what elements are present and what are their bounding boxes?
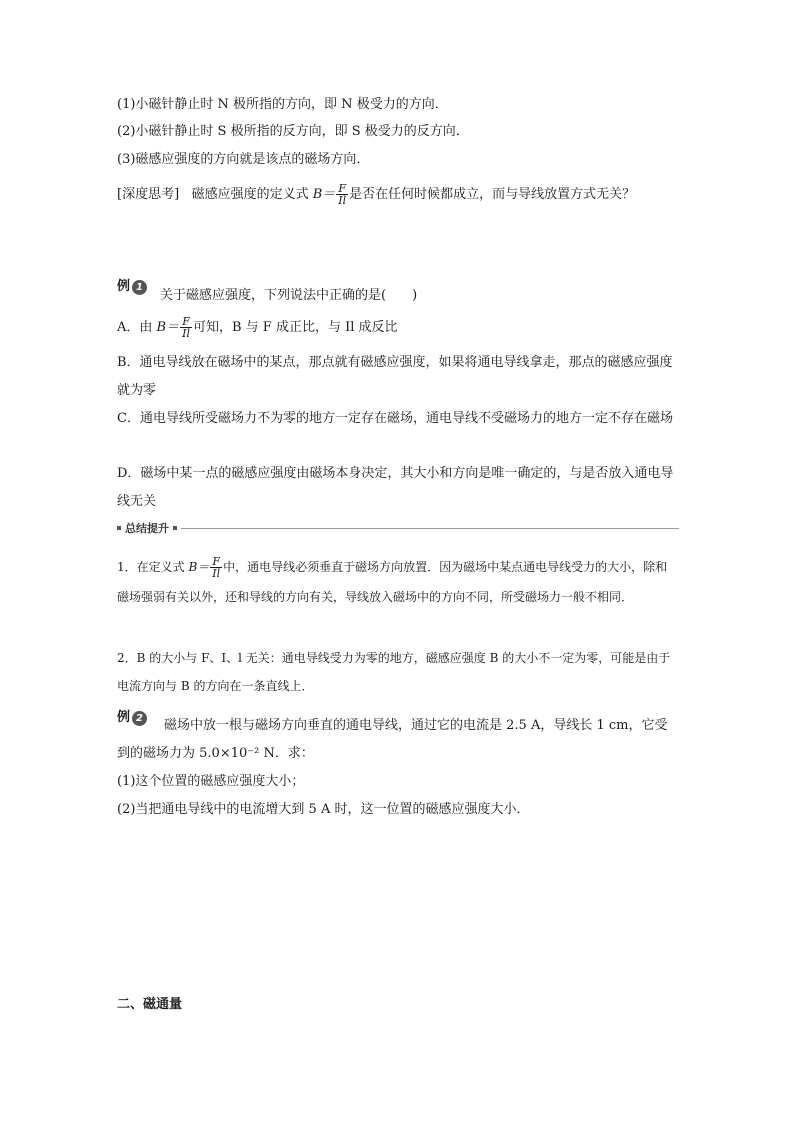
summary-formula-fraction	[210, 556, 222, 579]
example-1-option-d: D．磁场中某一点的磁感应强度由磁场本身决定，其大小和方向是唯一确定的，与是否放入通电导线无关	[117, 466, 674, 509]
example-1-option-a	[117, 313, 398, 343]
example-2-stem: 磁场中放一根与磁场方向垂直的通电导线，通过它的电流是 2.5 A，导线长 1 cm，它受到的磁场力为 5.0×10⁻² N．求：	[117, 718, 668, 761]
example-2-tag: 例	[117, 710, 131, 725]
example-1-number-icon: 1	[132, 280, 147, 295]
summary-point-1-prefix: 1．在定义式	[117, 560, 189, 574]
option-a-formula-lhs: B＝	[156, 320, 180, 335]
option-a-numerator: F	[180, 316, 192, 328]
intro-item-2: (2)小磁针静止时 S 极所指的反方向，即 S 极受力的反方向．	[117, 124, 469, 139]
example-2-question-2: (2)当把通电导线中的电流增大到 5 A 时，这一位置的磁感应强度大小．	[117, 802, 530, 817]
deep-thinking	[117, 180, 635, 210]
summary-numerator: F	[210, 556, 222, 568]
example-1-tag: 例	[117, 279, 131, 294]
formula-denominator: Il	[338, 194, 347, 207]
option-a-formula-fraction	[180, 316, 192, 339]
summary-point-2: 2．B 的大小与 F、I、l 无关：通电导线受力为零的地方，磁感应强度 B 的大小不一定为零，可能是由于电流方向与 B 的方向在一条直线上．	[117, 651, 671, 693]
option-a-denominator: Il	[182, 327, 190, 340]
formula-lhs: B＝	[312, 187, 336, 202]
option-a-suffix: 可知，B 与 F 成正比，与 Il 成反比	[192, 320, 398, 335]
example-1-heading	[117, 277, 147, 297]
example-1-badge	[117, 277, 147, 297]
summary-point-1	[117, 552, 679, 612]
example-2-number-icon: 2	[132, 711, 147, 726]
summary-point-1-text: 中，通电导线必须垂直于磁场方向放置．因为磁场中某点通电导线受力的大小，除和磁场强弱有关以外，还和导线的方向有关，导线放入磁场中的方向不同，所受磁场力一般不相同．	[117, 560, 668, 604]
example-1-option-c: C．通电导线所受磁场力不为零的地方一定存在磁场，通电导线不受磁场力的地方一定不存在磁场	[117, 411, 673, 426]
formula-numerator: F	[336, 183, 348, 195]
formula-fraction	[336, 183, 348, 206]
summary-title: 总结提升	[125, 522, 169, 535]
option-a-prefix: A．由	[117, 320, 157, 335]
example-2-question-1: (1)这个位置的磁感应强度大小；	[117, 774, 305, 789]
deep-thinking-text-before: 磁感应强度的定义式	[191, 187, 313, 202]
summary-header	[117, 519, 679, 537]
summary-bullet-icon	[117, 526, 121, 530]
summary-denominator: Il	[212, 567, 221, 580]
summary-formula-lhs: B＝	[188, 560, 210, 574]
example-1-stem: 关于磁感应强度，下列说法中正确的是( )	[160, 288, 418, 303]
summary-divider	[181, 528, 679, 529]
intro-item-3: (3)磁感应强度的方向就是该点的磁场方向．	[117, 152, 370, 167]
deep-thinking-tag: [深度思考]	[117, 187, 180, 202]
summary-bullet-icon-2	[173, 526, 177, 530]
example-1-option-b: B．通电导线放在磁场中的某点，那点就有磁感应强度，如果将通电导线拿走，那点的磁感应强度就为零	[117, 355, 673, 398]
deep-thinking-text-after: 是否在任何时候都成立，而与导线放置方式无关？	[349, 187, 636, 202]
section-2-title: 二、磁通量	[117, 997, 183, 1012]
intro-item-1: (1)小磁针静止时 N 极所指的方向，即 N 极受力的方向．	[117, 97, 448, 112]
